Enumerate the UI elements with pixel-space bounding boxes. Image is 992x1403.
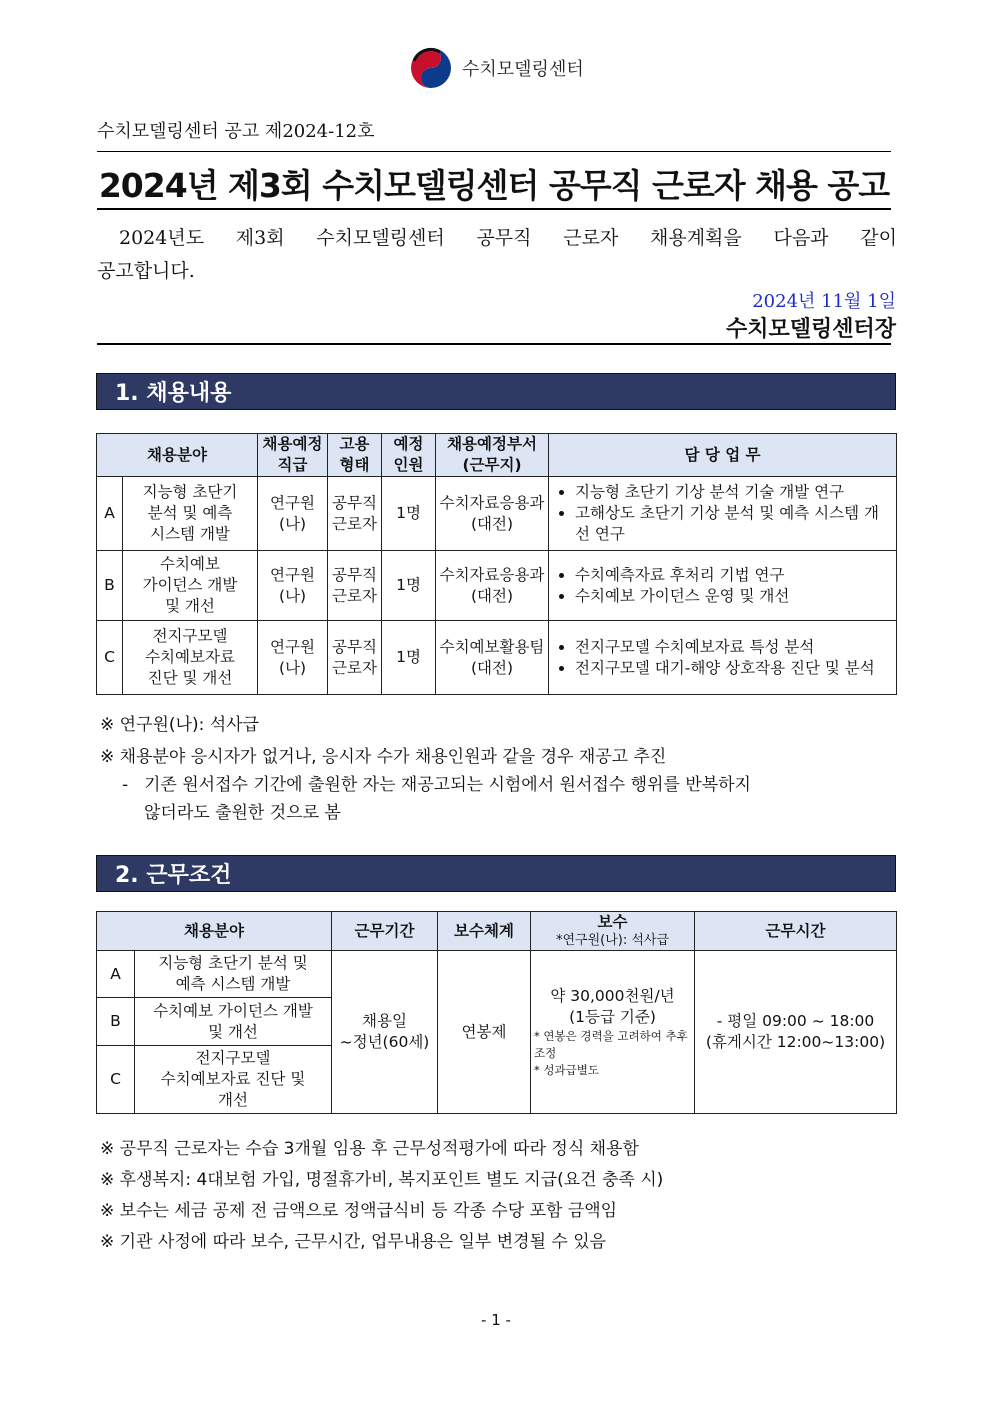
signer: 수치모델링센터장 xyxy=(725,316,896,342)
section-title-1: 1. 채용내용 xyxy=(96,373,896,410)
subnote-line: 기존 원서접수 기간에 출원한 자는 재공고되는 시험에서 원서접수 행위를 반복하지 xyxy=(144,775,751,795)
duty-item: • 고해상도 초단기 기상 분석 및 예측 시스템 개선 연구 xyxy=(575,503,893,545)
intro-word: 공무직 xyxy=(476,227,532,249)
table-row xyxy=(97,951,897,998)
note: ※ 채용분야 응시자가 없거나, 응시자 수가 채용인원과 같을 경우 재공고 추진 xyxy=(100,747,667,767)
dept-cell: 수치자료응용과 (대전) xyxy=(436,551,549,621)
pay-amount: 약 30,000천원/년 xyxy=(550,986,675,1005)
field-cell: 수치예보 가이던스 개발 및 개선 xyxy=(135,998,332,1046)
duty-item: • 지능형 초단기 기상 분석 기술 개발 연구 xyxy=(575,482,893,503)
type-cell: 공무직 근로자 xyxy=(328,477,382,551)
note: ※ 보수는 세금 공제 전 금액으로 정액급식비 등 각종 수당 포함 금액임 xyxy=(100,1201,618,1221)
taegeuk-logo-icon xyxy=(410,47,452,89)
note: ※ 연구원(나): 석사급 xyxy=(100,715,259,735)
field-cell: 지능형 초단기 분석 및 예측 시스템 개발 xyxy=(135,951,332,998)
intro-word: 수치모델링센터 xyxy=(316,227,445,249)
intro-text xyxy=(97,222,897,288)
intro-word: 2024년도 xyxy=(119,227,205,249)
row-code: C xyxy=(97,621,123,695)
row-code: A xyxy=(97,951,135,998)
section-title-2: 2. 근무조건 xyxy=(96,855,896,892)
subnote-line: 않더라도 출원한 것으로 봄 xyxy=(144,803,341,823)
subnote xyxy=(122,771,896,827)
intro-word: 제3회 xyxy=(235,227,285,249)
dash: - xyxy=(122,775,129,795)
field-cell: 전지구모델 수치예보자료 진단 및 개선 xyxy=(135,1046,332,1114)
duty-cell xyxy=(549,477,897,551)
col-hours: 근무시간 xyxy=(695,912,897,951)
row-code: B xyxy=(97,551,123,621)
intro-line1 xyxy=(97,222,897,255)
intro-word: 채용계획을 xyxy=(649,227,742,249)
count-cell: 1명 xyxy=(382,551,436,621)
col-period: 근무기간 xyxy=(332,912,438,951)
count-cell: 1명 xyxy=(382,477,436,551)
pay-note: * 성과급별도 xyxy=(534,1062,599,1077)
row-code: A xyxy=(97,477,123,551)
duty-item: • 수치예보 가이던스 운영 및 개선 xyxy=(575,586,893,607)
col-dept: 채용예정부서 (근무지) xyxy=(436,434,549,477)
duty-cell xyxy=(549,621,897,695)
pay-system-cell: 연봉제 xyxy=(438,951,531,1114)
col-rank: 채용예정 직급 xyxy=(258,434,328,477)
type-cell: 공무직 근로자 xyxy=(328,551,382,621)
col-pay: 보수 *연구원(나): 석사급 xyxy=(531,912,695,951)
dept-cell: 수치예보활용팀 (대전) xyxy=(436,621,549,695)
row-code: B xyxy=(97,998,135,1046)
table-row xyxy=(97,477,897,551)
note: ※ 공무직 근로자는 수습 3개월 임용 후 근무성적평가에 따라 정식 채용함 xyxy=(100,1139,639,1159)
notice-date: 2024년 11월 1일 xyxy=(752,291,896,312)
intro-word: 같이 xyxy=(860,227,897,249)
field-cell: 전지구모델 수치예보자료 진단 및 개선 xyxy=(123,621,258,695)
type-cell: 공무직 근로자 xyxy=(328,621,382,695)
intro-word: 다음과 xyxy=(773,227,829,249)
field-cell: 수치예보 가이던스 개발 및 개선 xyxy=(123,551,258,621)
divider xyxy=(97,208,891,210)
org-logo xyxy=(410,46,584,90)
note: ※ 기관 사정에 따라 보수, 근무시간, 업무내용은 일부 변경될 수 있음 xyxy=(100,1232,607,1252)
org-name: 수치모델링센터 xyxy=(462,59,584,80)
dept-cell: 수치자료응용과 (대전) xyxy=(436,477,549,551)
col-duty: 담 당 업 무 xyxy=(549,434,897,477)
divider xyxy=(97,151,891,152)
recruitment-table xyxy=(96,433,897,695)
rank-cell: 연구원 (나) xyxy=(258,477,328,551)
col-count: 예정 인원 xyxy=(382,434,436,477)
table-header-row xyxy=(97,912,897,951)
col-pay-system: 보수체계 xyxy=(438,912,531,951)
page-number: - 1 - xyxy=(481,1311,511,1329)
table-header-row xyxy=(97,434,897,477)
duty-item: • 수치예측자료 후처리 기법 연구 xyxy=(575,565,893,586)
field-cell: 지능형 초단기 분석 및 예측 시스템 개발 xyxy=(123,477,258,551)
period-cell: 채용일 ~정년(60세) xyxy=(332,951,438,1114)
divider xyxy=(97,343,891,345)
page-title: 2024년 제3회 수치모델링센터 공무직 근로자 채용 공고 xyxy=(98,166,890,205)
row-code: C xyxy=(97,1046,135,1114)
intro-line2: 공고합니다. xyxy=(97,260,195,282)
table-row xyxy=(97,621,897,695)
col-field: 채용분야 xyxy=(97,434,258,477)
count-cell: 1명 xyxy=(382,621,436,695)
pay-cell xyxy=(531,951,695,1114)
table-row xyxy=(97,551,897,621)
rank-cell: 연구원 (나) xyxy=(258,551,328,621)
rank-cell: 연구원 (나) xyxy=(258,621,328,695)
notice-number: 수치모델링센터 공고 제2024-12호 xyxy=(97,121,375,142)
note: ※ 후생복지: 4대보험 가입, 명절휴가비, 복지포인트 별도 지급(요건 충족 시) xyxy=(100,1170,664,1190)
pay-note: * 연봉은 경력을 고려하여 추후 조정 xyxy=(534,1028,688,1060)
intro-word: 근로자 xyxy=(563,227,619,249)
duty-item: • 전지구모델 수치예보자료 특성 분석 xyxy=(575,637,893,658)
hours-cell: - 평일 09:00 ~ 18:00 (휴게시간 12:00~13:00) xyxy=(695,951,897,1114)
col-type: 고용 형태 xyxy=(328,434,382,477)
duty-cell xyxy=(549,551,897,621)
conditions-table xyxy=(96,911,897,1114)
duty-item: • 전지구모델 대기-해양 상호작용 진단 및 분석 xyxy=(575,658,893,679)
col-field: 채용분야 xyxy=(97,912,332,951)
pay-basis: (1등급 기준) xyxy=(569,1007,656,1026)
